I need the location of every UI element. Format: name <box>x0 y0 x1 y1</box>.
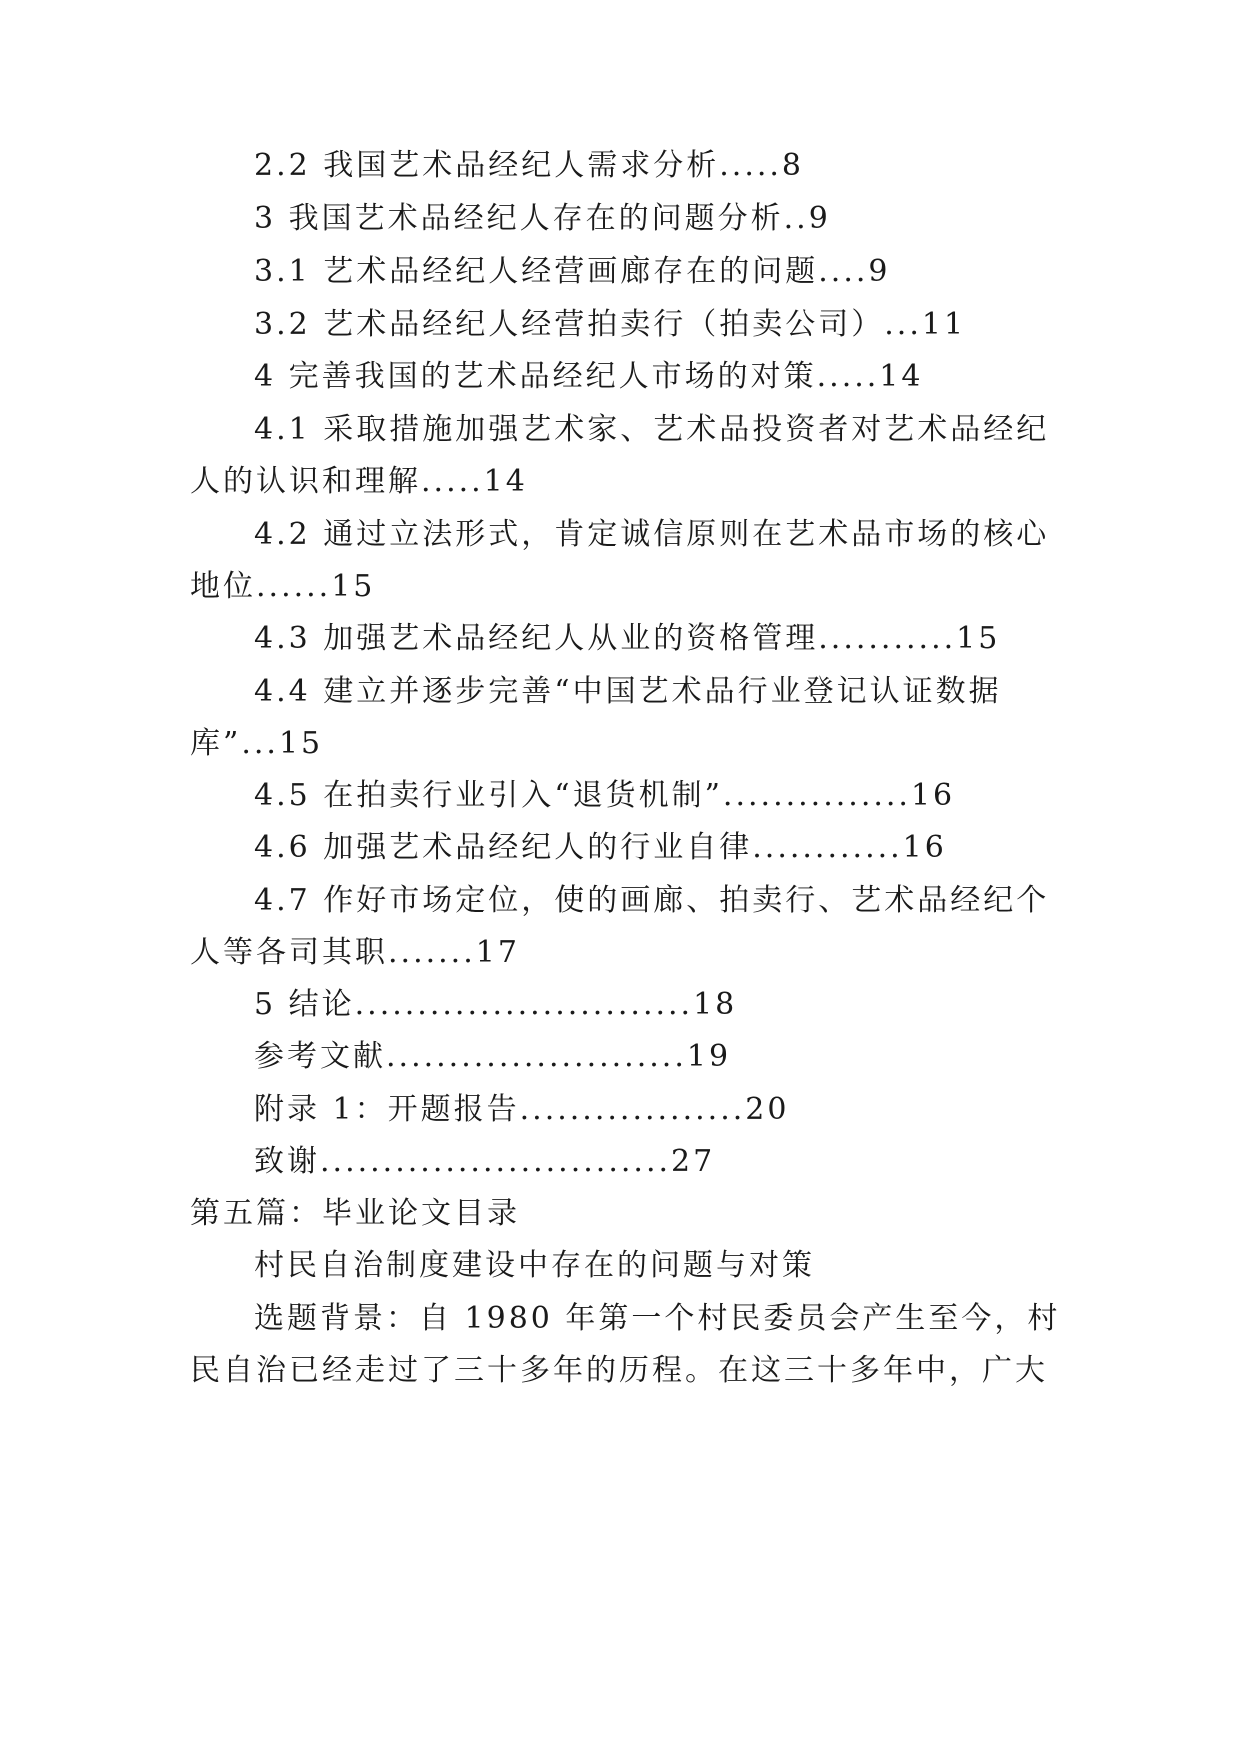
toc-entry-4: 4 完善我国的艺术品经纪人市场的对策.....14 <box>254 359 924 394</box>
toc-entry-4-2-line2: 地位......15 <box>190 569 376 604</box>
background-paragraph-line2: 民自治已经走过了三十多年的历程。在这三十多年中，广大 <box>190 1353 1048 1388</box>
toc-entry-5: 5 结论...........................18 <box>254 987 738 1022</box>
toc-entry-3: 3 我国艺术品经纪人存在的问题分析..9 <box>254 201 831 236</box>
article-title: 村民自治制度建设中存在的问题与对策 <box>254 1248 815 1283</box>
toc-entry-4-3: 4.3 加强艺术品经纪人从业的资格管理...........15 <box>254 621 1001 656</box>
toc-entry-4-5: 4.5 在拍卖行业引入“退货机制”...............16 <box>254 778 956 813</box>
toc-entry-4-6: 4.6 加强艺术品经纪人的行业自律............16 <box>254 830 947 865</box>
toc-entry-4-4-line1: 4.4 建立并逐步完善“中国艺术品行业登记认证数据 <box>254 674 1002 709</box>
toc-entry-3-1: 3.1 艺术品经纪人经营画廊存在的问题....9 <box>254 254 891 289</box>
toc-entry-4-2-line1: 4.2 通过立法形式，肯定诚信原则在艺术品市场的核心 <box>254 517 1050 552</box>
toc-entry-4-4-line2: 库”...15 <box>190 726 324 761</box>
toc-entry-2-2: 2.2 我国艺术品经纪人需求分析.....8 <box>254 148 805 183</box>
toc-entry-4-7-line1: 4.7 作好市场定位，使的画廊、拍卖行、艺术品经纪个 <box>254 883 1050 918</box>
toc-entry-acknowledgements: 致谢............................27 <box>254 1144 716 1179</box>
toc-entry-appendix-1: 附录 1：开题报告..................20 <box>254 1092 790 1127</box>
toc-entry-4-1-line2: 人的认识和理解.....14 <box>190 464 528 499</box>
background-paragraph-line1: 选题背景：自 1980 年第一个村民委员会产生至今，村 <box>254 1301 1061 1336</box>
section-heading: 第五篇：毕业论文目录 <box>190 1196 520 1231</box>
toc-entry-4-1-line1: 4.1 采取措施加强艺术家、艺术品投资者对艺术品经纪 <box>254 412 1050 447</box>
toc-entry-3-2: 3.2 艺术品经纪人经营拍卖行（拍卖公司）...11 <box>254 307 967 342</box>
toc-entry-4-7-line2: 人等各司其职.......17 <box>190 935 520 970</box>
toc-entry-references: 参考文献........................19 <box>254 1039 732 1074</box>
